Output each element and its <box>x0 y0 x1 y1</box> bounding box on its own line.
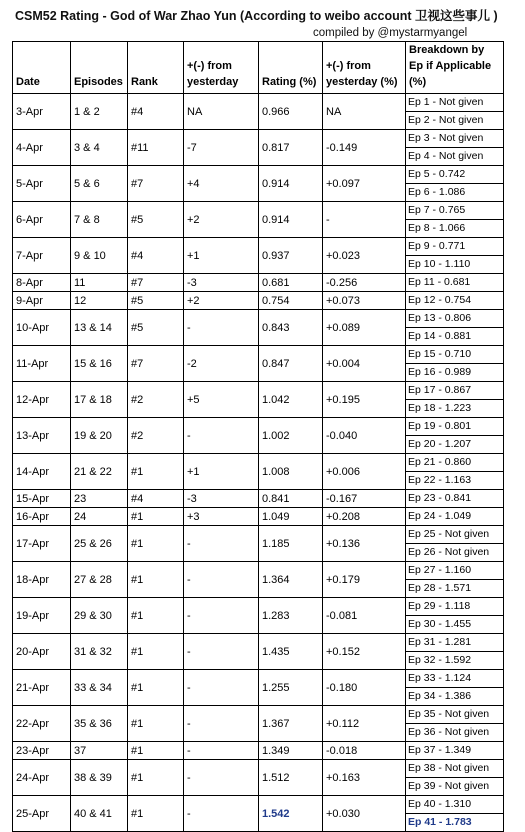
cell-rank: #1 <box>128 634 184 670</box>
cell-episodes: 1 & 2 <box>71 94 128 130</box>
cell-breakdown-episode: Ep 7 - 0.765 <box>406 202 504 220</box>
table-row <box>13 454 504 472</box>
cell-date: 20-Apr <box>13 634 71 670</box>
cell-rating: 1.283 <box>259 598 323 634</box>
cell-rating-change: -0.081 <box>323 598 406 634</box>
cell-rating-change: NA <box>323 94 406 130</box>
cell-breakdown-episode: Ep 19 - 0.801 <box>406 418 504 436</box>
cell-rank-change: - <box>184 670 259 706</box>
cell-rating: 1.364 <box>259 562 323 598</box>
cell-rating-change: -0.149 <box>323 130 406 166</box>
cell-rating-change: - <box>323 202 406 238</box>
cell-rating-change: +0.163 <box>323 760 406 796</box>
cell-breakdown-episode: Ep 30 - 1.455 <box>406 616 504 634</box>
cell-breakdown-episode: Ep 20 - 1.207 <box>406 436 504 454</box>
cell-rank: #1 <box>128 526 184 562</box>
cell-rating-change: +0.030 <box>323 796 406 832</box>
cell-breakdown-episode: Ep 21 - 0.860 <box>406 454 504 472</box>
table-row <box>13 94 504 112</box>
cell-date: 3-Apr <box>13 94 71 130</box>
cell-breakdown-episode: Ep 18 - 1.223 <box>406 400 504 418</box>
cell-rating: 1.435 <box>259 634 323 670</box>
cell-rank-change: +4 <box>184 166 259 202</box>
cell-rank-change: +1 <box>184 238 259 274</box>
cell-rank: #7 <box>128 166 184 202</box>
cell-breakdown-episode: Ep 4 - Not given <box>406 148 504 166</box>
cell-rating: 1.008 <box>259 454 323 490</box>
cell-episodes: 12 <box>71 292 128 310</box>
sheet-title: CSM52 Rating - God of War Zhao Yun (According to weibo account 卫视这些事儿 ) <box>15 9 498 23</box>
cell-rank: #1 <box>128 670 184 706</box>
cell-date: 5-Apr <box>13 166 71 202</box>
cell-breakdown-episode: Ep 8 - 1.066 <box>406 220 504 238</box>
compiled-by-credit: compiled by @mystarmyangel <box>313 27 468 39</box>
table-row <box>13 490 504 508</box>
cell-rank: #1 <box>128 742 184 760</box>
cell-episodes: 7 & 8 <box>71 202 128 238</box>
table-row <box>13 310 504 328</box>
cell-rank-change: - <box>184 526 259 562</box>
cell-rank-change: -3 <box>184 274 259 292</box>
table-row <box>13 760 504 778</box>
cell-rank: #7 <box>128 274 184 292</box>
cell-breakdown-episode: Ep 17 - 0.867 <box>406 382 504 400</box>
header-rating: Rating (%) <box>259 42 323 94</box>
cell-date: 11-Apr <box>13 346 71 382</box>
cell-rank-change: - <box>184 634 259 670</box>
cell-episodes: 5 & 6 <box>71 166 128 202</box>
cell-breakdown-episode: Ep 15 - 0.710 <box>406 346 504 364</box>
cell-rating: 1.042 <box>259 382 323 418</box>
cell-date: 23-Apr <box>13 742 71 760</box>
cell-date: 10-Apr <box>13 310 71 346</box>
cell-date: 4-Apr <box>13 130 71 166</box>
cell-breakdown-episode: Ep 10 - 1.110 <box>406 256 504 274</box>
table-row <box>13 274 504 292</box>
header-rating-change: +(-) from yesterday (%) <box>323 42 406 94</box>
cell-rank-change: - <box>184 796 259 832</box>
cell-rank-change: - <box>184 418 259 454</box>
cell-rank-change: +3 <box>184 508 259 526</box>
cell-rating: 0.914 <box>259 166 323 202</box>
cell-rating: 1.349 <box>259 742 323 760</box>
ratings-table <box>12 41 504 832</box>
table-row <box>13 130 504 148</box>
cell-rating-change: -0.167 <box>323 490 406 508</box>
table-row <box>13 598 504 616</box>
header-episodes: Episodes <box>71 42 128 94</box>
table-row <box>13 508 504 526</box>
cell-date: 19-Apr <box>13 598 71 634</box>
table-row <box>13 292 504 310</box>
cell-rank-change: +2 <box>184 202 259 238</box>
cell-breakdown-episode: Ep 29 - 1.118 <box>406 598 504 616</box>
cell-breakdown-episode: Ep 39 - Not given <box>406 778 504 796</box>
cell-breakdown-episode: Ep 40 - 1.310 <box>406 796 504 814</box>
cell-rank-change: - <box>184 310 259 346</box>
cell-date: 22-Apr <box>13 706 71 742</box>
cell-rating-change: +0.006 <box>323 454 406 490</box>
cell-breakdown-episode: Ep 13 - 0.806 <box>406 310 504 328</box>
cell-rating-change: +0.023 <box>323 238 406 274</box>
cell-rating: 1.185 <box>259 526 323 562</box>
cell-rating: 0.841 <box>259 490 323 508</box>
cell-breakdown-episode: Ep 27 - 1.160 <box>406 562 504 580</box>
cell-episodes: 13 & 14 <box>71 310 128 346</box>
cell-rank-change: +5 <box>184 382 259 418</box>
cell-episodes: 19 & 20 <box>71 418 128 454</box>
cell-episodes: 35 & 36 <box>71 706 128 742</box>
cell-rank: #5 <box>128 310 184 346</box>
cell-rank: #1 <box>128 562 184 598</box>
cell-breakdown-episode: Ep 2 - Not given <box>406 112 504 130</box>
cell-breakdown-episode: Ep 5 - 0.742 <box>406 166 504 184</box>
cell-rating-change: +0.195 <box>323 382 406 418</box>
cell-breakdown-episode: Ep 9 - 0.771 <box>406 238 504 256</box>
header-row <box>13 42 504 94</box>
cell-breakdown-episode: Ep 12 - 0.754 <box>406 292 504 310</box>
cell-breakdown-episode: Ep 3 - Not given <box>406 130 504 148</box>
cell-rank: #5 <box>128 202 184 238</box>
cell-rating-change: -0.018 <box>323 742 406 760</box>
cell-breakdown-episode: Ep 41 - 1.783 <box>406 814 504 832</box>
table-row <box>13 418 504 436</box>
cell-rank-change: - <box>184 742 259 760</box>
cell-episodes: 21 & 22 <box>71 454 128 490</box>
cell-rank-change: -7 <box>184 130 259 166</box>
cell-rating-change: +0.179 <box>323 562 406 598</box>
table-row <box>13 742 504 760</box>
cell-rank-change: - <box>184 760 259 796</box>
cell-rating: 0.754 <box>259 292 323 310</box>
cell-rating: 0.847 <box>259 346 323 382</box>
cell-date: 24-Apr <box>13 760 71 796</box>
cell-rating: 1.512 <box>259 760 323 796</box>
cell-episodes: 37 <box>71 742 128 760</box>
table-row <box>13 346 504 364</box>
cell-rating: 1.049 <box>259 508 323 526</box>
cell-breakdown-episode: Ep 33 - 1.124 <box>406 670 504 688</box>
cell-breakdown-episode: Ep 24 - 1.049 <box>406 508 504 526</box>
cell-rating: 1.002 <box>259 418 323 454</box>
cell-episodes: 24 <box>71 508 128 526</box>
cell-rank: #2 <box>128 382 184 418</box>
cell-rank: #1 <box>128 796 184 832</box>
cell-date: 15-Apr <box>13 490 71 508</box>
cell-rank: #5 <box>128 292 184 310</box>
cell-rank: #11 <box>128 130 184 166</box>
cell-date: 6-Apr <box>13 202 71 238</box>
cell-date: 25-Apr <box>13 796 71 832</box>
cell-rank: #1 <box>128 598 184 634</box>
cell-episodes: 17 & 18 <box>71 382 128 418</box>
cell-rank-change: NA <box>184 94 259 130</box>
cell-rank: #4 <box>128 490 184 508</box>
cell-date: 21-Apr <box>13 670 71 706</box>
cell-breakdown-episode: Ep 35 - Not given <box>406 706 504 724</box>
table-row <box>13 202 504 220</box>
cell-rating: 0.966 <box>259 94 323 130</box>
table-row <box>13 796 504 814</box>
cell-episodes: 15 & 16 <box>71 346 128 382</box>
cell-rating-change: -0.256 <box>323 274 406 292</box>
cell-rating: 1.367 <box>259 706 323 742</box>
cell-rating: 0.681 <box>259 274 323 292</box>
cell-rating: 0.937 <box>259 238 323 274</box>
cell-breakdown-episode: Ep 36 - Not given <box>406 724 504 742</box>
table-row <box>13 670 504 688</box>
cell-breakdown-episode: Ep 28 - 1.571 <box>406 580 504 598</box>
cell-rank-change: +1 <box>184 454 259 490</box>
cell-rating: 1.255 <box>259 670 323 706</box>
cell-rank: #2 <box>128 418 184 454</box>
cell-rank: #1 <box>128 508 184 526</box>
cell-episodes: 11 <box>71 274 128 292</box>
cell-breakdown-episode: Ep 38 - Not given <box>406 760 504 778</box>
cell-date: 18-Apr <box>13 562 71 598</box>
cell-date: 17-Apr <box>13 526 71 562</box>
cell-breakdown-episode: Ep 14 - 0.881 <box>406 328 504 346</box>
cell-breakdown-episode: Ep 11 - 0.681 <box>406 274 504 292</box>
cell-breakdown-episode: Ep 6 - 1.086 <box>406 184 504 202</box>
cell-episodes: 9 & 10 <box>71 238 128 274</box>
cell-date: 7-Apr <box>13 238 71 274</box>
cell-episodes: 31 & 32 <box>71 634 128 670</box>
cell-date: 13-Apr <box>13 418 71 454</box>
cell-rating: 0.914 <box>259 202 323 238</box>
table-row <box>13 526 504 544</box>
cell-episodes: 29 & 30 <box>71 598 128 634</box>
cell-date: 16-Apr <box>13 508 71 526</box>
table-row <box>13 382 504 400</box>
cell-rank-change: - <box>184 598 259 634</box>
cell-date: 14-Apr <box>13 454 71 490</box>
cell-episodes: 25 & 26 <box>71 526 128 562</box>
cell-episodes: 40 & 41 <box>71 796 128 832</box>
cell-rank: #1 <box>128 706 184 742</box>
cell-episodes: 3 & 4 <box>71 130 128 166</box>
header-rank-change: +(-) from yesterday <box>184 42 259 94</box>
cell-rating-change: -0.180 <box>323 670 406 706</box>
cell-rank: #7 <box>128 346 184 382</box>
cell-rank-change: - <box>184 562 259 598</box>
cell-breakdown-episode: Ep 32 - 1.592 <box>406 652 504 670</box>
cell-rating-change: +0.208 <box>323 508 406 526</box>
cell-rating: 1.542 <box>259 796 323 832</box>
cell-rank-change: +2 <box>184 292 259 310</box>
cell-breakdown-episode: Ep 37 - 1.349 <box>406 742 504 760</box>
cell-rating-change: +0.073 <box>323 292 406 310</box>
table-row <box>13 238 504 256</box>
cell-rating-change: +0.136 <box>323 526 406 562</box>
cell-rank: #4 <box>128 94 184 130</box>
cell-breakdown-episode: Ep 34 - 1.386 <box>406 688 504 706</box>
cell-episodes: 27 & 28 <box>71 562 128 598</box>
cell-breakdown-episode: Ep 31 - 1.281 <box>406 634 504 652</box>
cell-breakdown-episode: Ep 25 - Not given <box>406 526 504 544</box>
cell-rating-change: +0.112 <box>323 706 406 742</box>
cell-rating: 0.817 <box>259 130 323 166</box>
cell-episodes: 38 & 39 <box>71 760 128 796</box>
cell-breakdown-episode: Ep 22 - 1.163 <box>406 472 504 490</box>
table-row <box>13 634 504 652</box>
table-row <box>13 706 504 724</box>
cell-rank: #1 <box>128 760 184 796</box>
cell-rating-change: +0.089 <box>323 310 406 346</box>
cell-rank-change: -3 <box>184 490 259 508</box>
cell-rating-change: +0.004 <box>323 346 406 382</box>
cell-date: 12-Apr <box>13 382 71 418</box>
header-breakdown: Breakdown by Ep if Applicable (%) <box>406 42 504 94</box>
cell-rating: 0.843 <box>259 310 323 346</box>
table-row <box>13 562 504 580</box>
cell-breakdown-episode: Ep 26 - Not given <box>406 544 504 562</box>
cell-rating-change: +0.097 <box>323 166 406 202</box>
cell-breakdown-episode: Ep 16 - 0.989 <box>406 364 504 382</box>
cell-rank-change: - <box>184 706 259 742</box>
cell-rank-change: -2 <box>184 346 259 382</box>
header-rank: Rank <box>128 42 184 94</box>
cell-rank: #1 <box>128 454 184 490</box>
cell-rating-change: -0.040 <box>323 418 406 454</box>
cell-rank: #4 <box>128 238 184 274</box>
cell-episodes: 23 <box>71 490 128 508</box>
cell-episodes: 33 & 34 <box>71 670 128 706</box>
table-row <box>13 166 504 184</box>
cell-date: 9-Apr <box>13 292 71 310</box>
cell-breakdown-episode: Ep 23 - 0.841 <box>406 490 504 508</box>
cell-rating-change: +0.152 <box>323 634 406 670</box>
header-date: Date <box>13 42 71 94</box>
cell-breakdown-episode: Ep 1 - Not given <box>406 94 504 112</box>
cell-date: 8-Apr <box>13 274 71 292</box>
